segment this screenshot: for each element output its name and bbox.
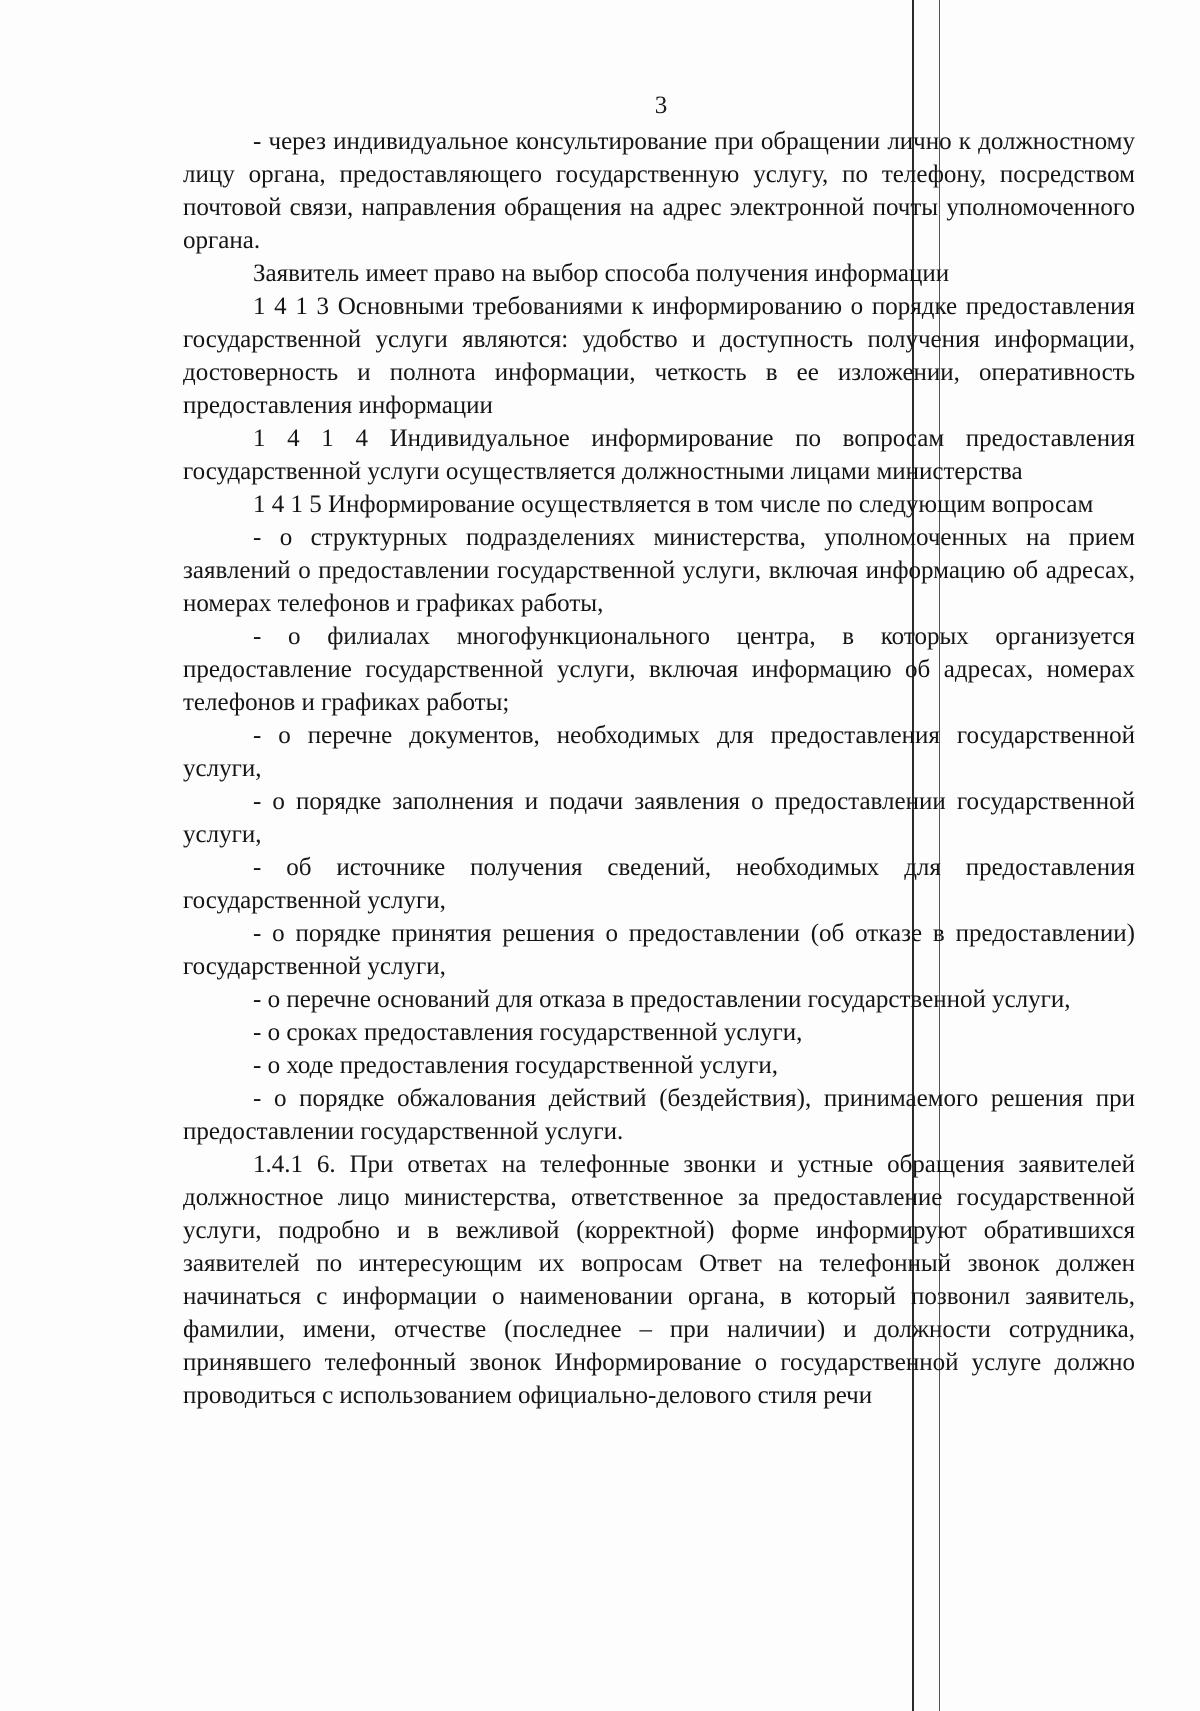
list-item-deadlines: - о сроках предоставления государственной услуги, xyxy=(253,1019,803,1046)
paragraph-right-to-choose: Заявитель имеет право на выбор способа получения информации xyxy=(253,260,950,287)
list-item-progress: - о ходе предоставления государственной услуги, xyxy=(253,1052,779,1079)
paragraph-1415: 1 4 1 5 Информирование осуществляется в том числе по следующим вопросам xyxy=(253,491,1094,518)
list-item-documents: - о перечне документов, необходимых для предоставления государственной услуги, xyxy=(183,722,1135,782)
list-item-application-procedure: - о порядке заполнения и подачи заявления о предоставлении государственной услуги, xyxy=(183,788,1135,848)
paragraph-1416: 1.4.1 6. При ответах на телефонные звонки и устные обращения заявителей должностное лицо министерства, ответственное за предоставление государственной услуги, подробно и в вежливой (корректной) форме информируют обратившихся заявителей по интересующим их вопросам Ответ на телефонный звонок должен начинаться с информации о наименовании органа, в который позвонил заявитель, фамилии, имени, отчестве (последнее – при наличии) и должности сотрудника, принявшего телефонный звонок Информирование о государственной услуге должно проводиться с использованием официально-делового стиля речи xyxy=(183,1151,1135,1409)
paragraph-1413: 1 4 1 3 Основными требованиями к информированию о порядке предоставления государственной услуги являются: удобство и доступность получения информации, достоверность и полнота информации, четкость в ее изложении, оперативность предоставления информации xyxy=(183,293,1135,419)
document-body xyxy=(183,125,1135,1412)
list-item-decision-procedure: - о порядке принятия решения о предоставлении (об отказе в предоставлении) государственной услуги, xyxy=(183,920,1135,980)
list-item-refusal-grounds: - о перечне оснований для отказа в предоставлении государственной услуги, xyxy=(253,986,1071,1013)
paragraph-1414: 1 4 1 4 Индивидуальное информирование по вопросам предоставления государственной услуги осуществляется должностными лицами министерства xyxy=(183,425,1135,485)
list-item-mfc-branches: - о филиалах многофункционального центра, в которых организуется предоставление государственной услуги, включая информацию об адресах, номерах телефонов и графиках работы; xyxy=(183,623,1135,716)
list-item-information-source: - об источнике получения сведений, необходимых для предоставления государственной услуги, xyxy=(183,854,1135,914)
list-item-appeal: - о порядке обжалования действий (бездействия), принимаемого решения при предоставлении государственной услуги. xyxy=(183,1085,1135,1145)
list-item-structural-units: - о структурных подразделениях министерства, уполномоченных на прием заявлений о предоставлении государственной услуги, включая информацию об адресах, номерах телефонов и графиках работы, xyxy=(183,524,1135,617)
paragraph-consultation: - через индивидуальное консультирование при обращении лично к должностному лицу органа, предоставляющего государственную услугу, по телефону, посредством почтовой связи, направления обращения на адрес электронной почты уполномоченного органа. xyxy=(183,128,1135,254)
page-number: 3 xyxy=(654,92,668,119)
